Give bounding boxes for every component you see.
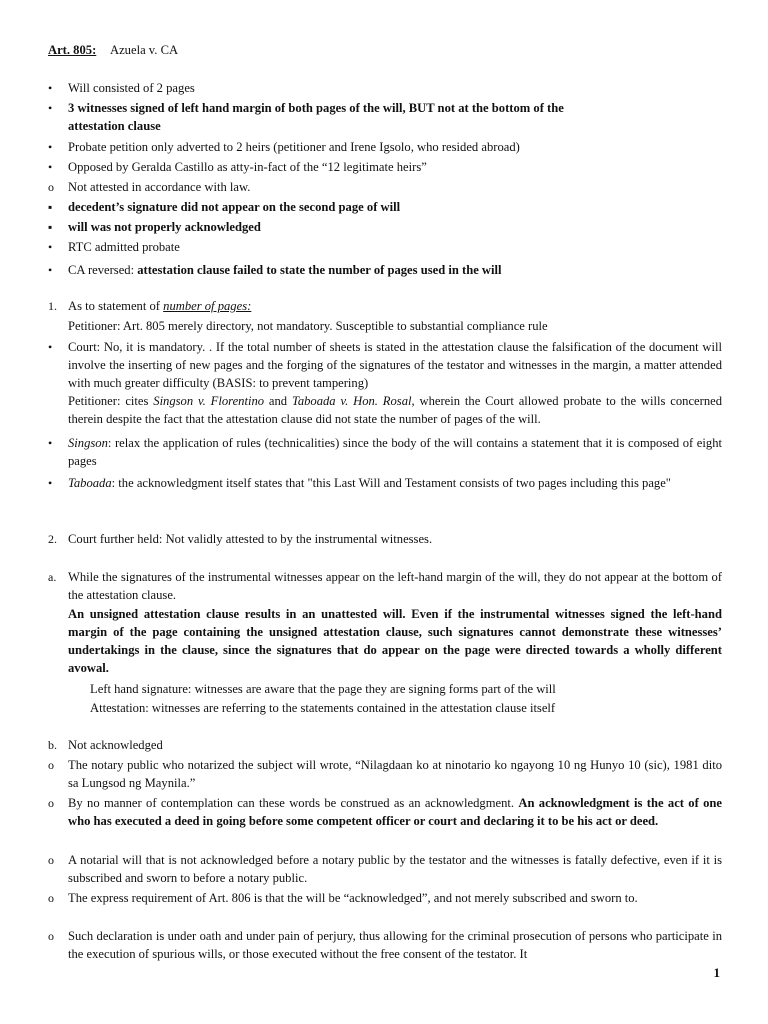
list-item: By no manner of contemplation can these words be construed as an acknowledgment. An acknowledgment is the act of one who has executed a deed in going before some competent officer or court and declaring it to be his act or deed.: [68, 796, 723, 828]
list-item: The express requirement of Art. 806 is that the will be “acknowledged”, and not merely subscribed and sworn to.: [68, 891, 638, 905]
list-item: The notary public who notarized the subject will wrote, “Nilagdaan ko at ninotario ko ngayong 10 ng Hunyo 10 (sic), 1981 dito sa Lungsod ng Maynila.”: [68, 758, 722, 790]
para-a-holding: An unsigned attestation clause results in an unattested will. Even if the instrumental witnesses signed the left-hand margin of the page containing the unsigned attestation clause, such signatures cannot demonstrate these witnesses’ undertakings in the clause, since the signatures that do appear on the page were directed towards a wholly different avowal.: [68, 607, 722, 675]
list-item: A notarial will that is not acknowledged before a notary public by the testator and the witnesses is fatally defective, even if it is subscribed and sworn to before a notary public.: [68, 853, 722, 885]
case-title: Azuela v. CA: [110, 43, 179, 57]
document-page: Art. 805: Azuela v. CA • Will consisted of 2 pages • 3 witnesses signed of left hand margin of both pages of the will, BUT not at the bottom of the attestation clause • Probate petition only adverted to 2 heirs (petitioner and Irene Igsolo, who resided abroad) • Opposed by Geralda Castillo as atty-in-fact of the “12 legitimate heirs” o Not attested in accordance with law. ▪ decedent’s signature did not appear on the second page of will ▪ will was not properly acknowledged • RTC admitted probate • CA reversed: attestation clause failed to state the number of pages used in the will 1. As to statement of number of pages: Petitioner: Art. 805 merely directory, not mandatory. Susceptible to substantial compliance rule • Court: No, it is mandatory. . If the total number of sheets is stated in the attestation clause the falsification of the document will involve the inserting of new pages and the forging of the signatures of the testator and witnesses in the margin, a matter attended with much greater difficulty (BASIS: to prevent tampering) Petitioner: cites Singson v. Florentino and Taboada v. Hon. Rosal, wherein the Court allowed probate to the wills concerned therein despite the fact that the attestation clause did not state the number of pages of the will. • Singson: relax the application of rules (technicalities) since the body of the will contains a statement that it is composed of eight pages • Taboada: the acknowledgment itself states that "this Last Will and Testament consists of two pages including this page" 2. Court further held: Not validly attested to by the instrumental witnesses. a. While the signatures of the instrumental witnesses appear on the left-hand margin of the will, they do not appear at the bottom of the attestation clause. An unsigned attestation clause results in an unattested will. Even if the instrumental witnesses signed the left-hand margin of the page containing the unsigned attestation clause, such signatures cannot demonstrate these witnesses’ undertakings in the clause, since the signatures that do appear on the page were directed towards a wholly different avowal. Left hand signature: witnesses are aware that the page they are signing forms part of the will Attestation: witnesses are referring to the statements contained in the attestation clause itself b. Not acknowledged o The notary public who notarized the subject will wrote, “Nilagdaan ko at ninotario ko ngayong 10 ng Hunyo 10 (sic), 1981 dito sa Lungsod ng Maynila.” o By no manner of contemplation can these words be construed as an acknowledgment. An acknowledgment is the act of one who has executed a deed in going before some competent officer or court and declaring it to be his act or deed. o A notarial will that is not acknowledged before a notary public by the testator and the witnesses is fatally defective, even if it is subscribed and sworn to before a notary public. o The express requirement of Art. 806 is that the will be “acknowledged”, and not merely subscribed and sworn to. o Such declaration is under oath and under pain of perjury, thus allowing for the criminal prosecution of persons who participate in the execution of spurious wills, or those executed without the free consent of the testator. It 1: [48, 43, 723, 980]
court-ruling: Court: No, it is mandatory. . If the total number of sheets is stated in the attestation clause the falsification of the document will involve the inserting of new pages and the forging of the signatures of the testator and witnesses in the margin, a matter attended with much greater difficulty (BASIS: to prevent tampering): [68, 340, 722, 390]
singson-note: Singson: relax the application of rules (technicalities) since the body of the will contains a statement that it is composed of eight pages: [68, 436, 722, 468]
taboada-note: Taboada: the acknowledgment itself states that "this Last Will and Testament consists of two pages including this page": [68, 476, 671, 490]
article-label: Art. 805:: [48, 43, 97, 57]
list-item: Such declaration is under oath and under pain of perjury, thus allowing for the criminal prosecution of persons who participate in the execution of spurious wills, or those executed without the free consent of the testator. It: [68, 929, 722, 961]
para-a-text: While the signatures of the instrumental witnesses appear on the left-hand margin of the will, they do not appear at the bottom of the attestation clause.: [68, 570, 722, 602]
page-number: 1: [713, 965, 720, 980]
petitioner-citation: Petitioner: cites Singson v. Florentino and Taboada v. Hon. Rosal, wherein the Court allowed probate to the wills concerned therein despite the fact that the attestation clause did not state the number of pages of the will.: [68, 394, 723, 426]
